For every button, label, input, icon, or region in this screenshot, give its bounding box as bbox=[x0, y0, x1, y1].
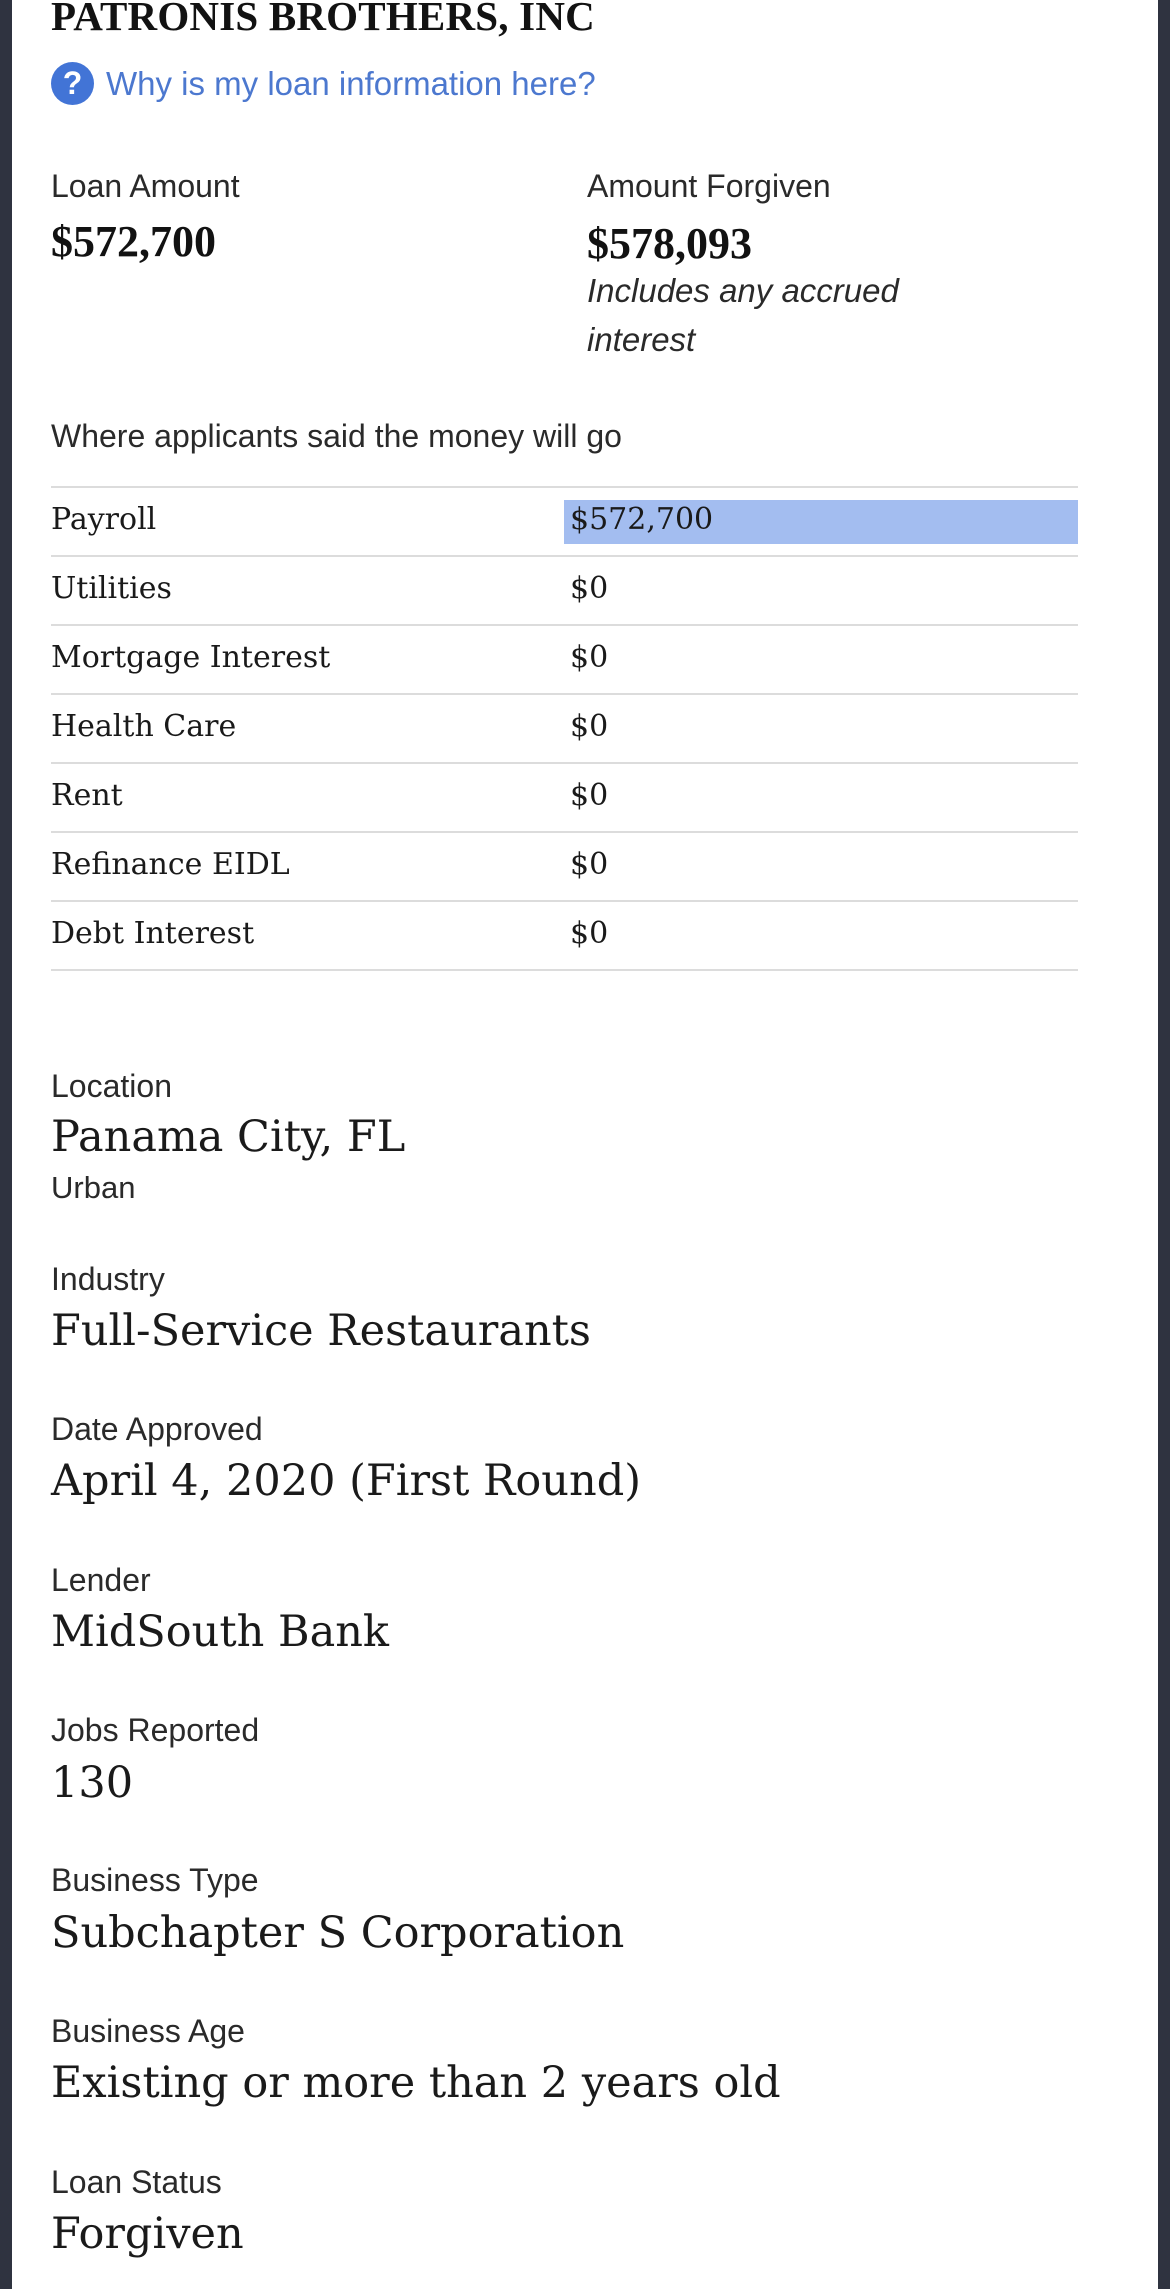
business-age-value: Existing or more than 2 years old bbox=[51, 2058, 781, 2108]
spending-category: Debt Interest bbox=[51, 916, 255, 951]
spending-category: Payroll bbox=[51, 502, 157, 537]
spending-value: $0 bbox=[570, 640, 609, 675]
amount-forgiven-value: $578,093 bbox=[587, 219, 752, 268]
why-loan-info-link[interactable] bbox=[51, 62, 596, 105]
location-value: Panama City, FL bbox=[51, 1112, 406, 1162]
date-approved-label: Date Approved bbox=[51, 1411, 263, 1447]
spending-table bbox=[51, 486, 1078, 971]
spending-category: Health Care bbox=[51, 709, 237, 744]
forgiven-note bbox=[587, 266, 899, 364]
jobs-reported-label: Jobs Reported bbox=[51, 1712, 260, 1748]
location-label: Location bbox=[51, 1068, 172, 1104]
business-name: PATRONIS BROTHERS, INC bbox=[51, 0, 595, 39]
business-age-label: Business Age bbox=[51, 2013, 245, 2049]
spending-value: $0 bbox=[570, 571, 609, 606]
spending-value: $0 bbox=[570, 778, 609, 813]
spending-value: $0 bbox=[570, 709, 609, 744]
loan-amount-value: $572,700 bbox=[51, 217, 216, 266]
spending-row bbox=[51, 626, 1078, 695]
loan-status-label: Loan Status bbox=[51, 2164, 222, 2200]
spending-row bbox=[51, 764, 1078, 833]
loan-status-value: Forgiven bbox=[51, 2209, 244, 2259]
spending-row bbox=[51, 557, 1078, 626]
location-type: Urban bbox=[51, 1170, 136, 1205]
spending-value: $572,700 bbox=[570, 502, 714, 537]
forgiven-note-line2: interest bbox=[587, 321, 696, 358]
business-type-value: Subchapter S Corporation bbox=[51, 1908, 625, 1958]
spending-category: Rent bbox=[51, 778, 123, 813]
spending-row bbox=[51, 695, 1078, 764]
spending-row bbox=[51, 902, 1078, 971]
jobs-reported-value: 130 bbox=[51, 1758, 134, 1808]
industry-value: Full-Service Restaurants bbox=[51, 1306, 591, 1356]
loan-detail-page bbox=[12, 0, 1158, 2289]
business-type-label: Business Type bbox=[51, 1862, 259, 1898]
date-approved-value: April 4, 2020 (First Round) bbox=[51, 1456, 641, 1506]
spending-value: $0 bbox=[570, 916, 609, 951]
industry-label: Industry bbox=[51, 1261, 165, 1297]
loan-amount-label: Loan Amount bbox=[51, 168, 240, 204]
lender-value: MidSouth Bank bbox=[51, 1607, 389, 1657]
spending-row bbox=[51, 833, 1078, 902]
spending-value: $0 bbox=[570, 847, 609, 882]
spending-category: Mortgage Interest bbox=[51, 640, 331, 675]
why-loan-info-text[interactable]: Why is my loan information here? bbox=[106, 64, 596, 102]
amount-forgiven-label: Amount Forgiven bbox=[587, 168, 831, 204]
spending-category: Refinance EIDL bbox=[51, 847, 290, 882]
spending-category: Utilities bbox=[51, 571, 172, 606]
spending-row bbox=[51, 488, 1078, 557]
lender-label: Lender bbox=[51, 1562, 151, 1598]
question-icon: ? bbox=[51, 62, 94, 105]
spending-heading: Where applicants said the money will go bbox=[51, 418, 622, 454]
forgiven-note-line1: Includes any accrued bbox=[587, 272, 899, 309]
